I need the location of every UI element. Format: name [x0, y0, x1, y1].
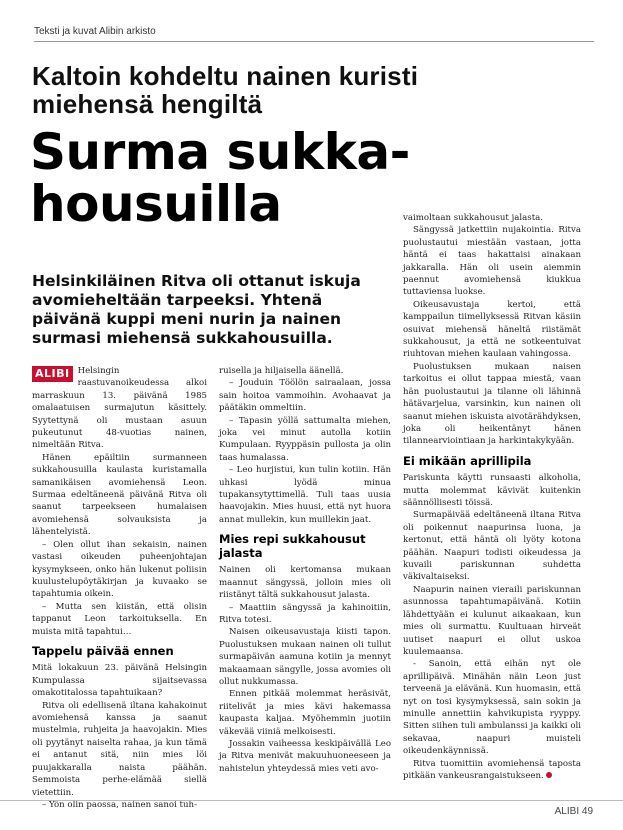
page-number: ALIBI 49	[554, 806, 593, 817]
paragraph: ruisella ja hiljaisella äänellä.	[219, 366, 344, 376]
kicker-headline: Kaltoin kohdeltu nainen kuristi miehensä hengiltä	[32, 61, 419, 119]
paragraph: Hänen epäiltiin surmanneen sukkahousuilla kaulasta kuristamalla samanikäisen avomiehensä Leon. Surmaa edeltäneenä päivänä Ritva oli saanut tarpeekseen humalaisen avomiehensä solvauksista ja lähentelyistä.	[32, 452, 207, 538]
subheading: Mies repi sukkahousut jalasta	[219, 532, 366, 560]
paragraph: – Yön olin paossa, nainen sanoi tuh-	[42, 799, 197, 810]
paragraph-text: Helsingin raastuvanoikeudessa alkoi marraskuun 13. päivänä 1985 omalaatuisen surmajutun käsittely. Syytettynä oli mustaan asuun pukeutunut 48-vuotias nainen, nimeltään Ritva.	[32, 366, 207, 451]
paragraph: Jossakin vaiheessa keskipäivällä Leo ja Ritva menivät makuuhuoneeseen ja nahistelun yhteydessä mies veti avo-	[219, 738, 391, 774]
paragraph: Surmapäivää edeltäneenä iltana Ritva oli poikennut naapurinsa luona, ja kertonut, että häntä oli lyöty kotona päähän. Naapuri todisti oikeudessa ja kuvaili pariskunnan suhdetta väkivaltaiseksi.	[403, 510, 581, 583]
paragraph: Nainen oli kertomansa mukaan maannut sängyssä, jolloin mies oli riistänyt tältä sukkahousut jalasta.	[219, 565, 391, 601]
end-mark-icon	[546, 772, 552, 778]
paragraph: Naapurin nainen vieraili pariskunnan asunnossa tapahtumapäivänä. Kotiin lähdettyään ei kulunut aikaakaan, kun mies oli surmattu. Kuultuaan hirveät uutiset naapuri ei ollut uskoa kuulemaansa.	[403, 584, 581, 657]
paragraph: – Tapasin yöllä sattumalta miehen, joka vei minut autolla kotiin Kumpulaan. Ryyppäsin pullosta ja olin taas humalassa.	[219, 415, 391, 463]
paragraph: Puolustuksen mukaan naisen tarkoitus ei ollut tappaa miestä, vaan hän puolustautui ja tilanne oli lähinnä hätävarjelua, varsinkin, kun nainen oli saanut miehen iskuista aivotärähdyksen, joka oli heikentänyt hänen tilannearviointiaan ja harkintakykyään.	[403, 361, 581, 447]
paragraph-text: Ritva tuomittiin avomiehensä taposta pitkään vankeusrangaistukseen.	[403, 758, 581, 781]
subheading: Tappelu päivää ennen	[32, 643, 174, 658]
closing-paragraph	[403, 758, 581, 783]
article-column-2	[219, 365, 391, 775]
article-column-1	[32, 365, 207, 811]
credit-divider	[34, 41, 594, 42]
paragraph: Ritva oli edellisenä iltana kahakoinut avomiehensä kanssa ja saanut mustelmia, ruhjeita ja haavojakin. Mies oli pyytänyt naiselta rahaa, ja kun tämä ei antanut sitä, niin mies löi puujakkaralla naista päähän. Semmoista perhe-elämää siellä vietettiin.	[32, 700, 207, 798]
lead-paragraph: Helsinkiläinen Ritva oli ottanut iskuja avomieheltään tarpeeksi. Yhtenä päivänä kuppi meni nurin ja nainen surmasi miehensä sukkahousuilla.	[32, 272, 361, 347]
paragraph: vaimoltaan sukkahousut jalasta.	[403, 213, 544, 223]
subheading: Ei mikään aprillipila	[403, 453, 532, 468]
paragraph: – Leo hurjistui, kun tulin kotiin. Hän uhkasi lyödä minua tupakansytyttimellä. Tuli taas uusia haavojakin. Mies huusi, että nyt huora annat mullekin, kun muillekin jaat.	[219, 465, 391, 525]
paragraph: Sängyssä jatkettiin nujakointia. Ritva puolustautui miestään vastaan, jotta häntä ei taas hakattaisi ainakaan jakkaralla. Hän oli usein aiemmin paennut avomiehensä kiukkua tuttaviensa luokse.	[403, 225, 581, 298]
paragraph: – Olen ollut ihan sekaisin, nainen vastasi oikeuden puheenjohtajan kysymykseen, onko hän lukenut poliisin kuulustelupöytäkirjan ja kuvaako se tapahtumia oikein.	[32, 539, 207, 600]
paragraph: – Maattiin sängyssä ja kahinoitiin, Ritva totesi.	[219, 602, 391, 625]
paragraph: – Mutta sen kiistän, että olisin tappanut Leon tarkoituksella. En muista mitä tapahtui…	[32, 601, 207, 637]
paragraph: Oikeusavustaja kertoi, että kamppailun tiimellyksessä Ritvan käsiin osuivat miehensä häneltä riistämät sukkahousut, ja että ne sotkeentuivat riuhtovan miehen kaulaan vahingossa.	[403, 299, 581, 360]
paragraph: Naisen oikeusavustaja kiisti tapon. Puolustuksen mukaan nainen oli tullut surmapäivän aamuna kotiin ja mennyt makaamaan sängylle, jossa avomies oli ollut nukkumassa.	[219, 627, 391, 687]
paragraph: Pariskunta käytti runsaasti alkoholia, mutta molemmat kävivät kuitenkin säännöllisesti töissä.	[403, 473, 581, 509]
paragraph: - Sanoin, että eihän nyt ole aprillipäivä. Minähän näin Leon just terveenä ja elävänä. Kun huomasin, että nyt on tosi kysymyksessä, sain sokin ja minulle annettiin kahvikupista ryyppy. Sitten siihen tuli ambulanssi ja kaikki oli sekavaa, naapuri muisteli oikeudenkäynnissä.	[403, 659, 581, 757]
footer-divider	[0, 800, 623, 801]
paragraph: Ennen pitkää molemmat heräsivät, riitelivät ja mies kävi hakemassa kaupasta kaljaa. Myöhemmin juotiin väkevää viiniä melkoisesti.	[219, 689, 391, 737]
paragraph: Mitä lokakuun 23. päivänä Helsingin Kumpulassa sijaitsevassa omakotitalossa tapahtuikaan?	[32, 663, 207, 699]
opening-paragraph	[32, 365, 207, 452]
photo-credit: Teksti ja kuvat Alibin arkisto	[34, 26, 156, 37]
main-headline: Surma sukka-housuilla	[30, 123, 410, 233]
alibi-badge: ALIBI	[32, 366, 73, 382]
article-column-3	[403, 212, 581, 782]
paragraph: – Jouduin Töölön sairaalaan, jossa sain hoitoa vammoihin. Avohaavat ja päätäkin ommeltiin.	[219, 378, 391, 414]
